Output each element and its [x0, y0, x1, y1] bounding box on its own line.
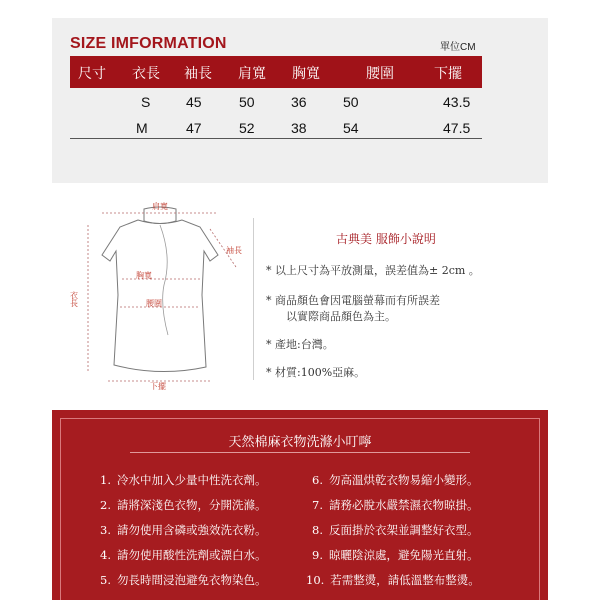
garment-outline: [102, 220, 218, 372]
col-length: 衣長: [132, 66, 160, 82]
col-sleeve: 袖長: [184, 66, 212, 82]
list-item: 3. 請勿使用含磷或強效洗衣粉。: [100, 523, 267, 537]
cell-length: 47: [186, 120, 202, 136]
cell-chest: 50: [343, 94, 359, 110]
list-item: 6. 勿高溫烘乾衣物易縮小變形。: [312, 473, 479, 487]
cell-sleeve: 50: [239, 94, 255, 110]
label-hem: 下擺: [150, 382, 166, 391]
cell-shoulder: 36: [291, 94, 307, 110]
list-item: 7. 請務必脫水嚴禁濕衣物晾掛。: [312, 498, 479, 512]
note-item: * 產地:台灣。: [266, 338, 334, 351]
cell-size: S: [141, 94, 151, 110]
col-waist: 腰圍: [366, 66, 394, 82]
note-item: * 材質:100%亞麻。: [266, 366, 366, 379]
list-item: 10. 若需整燙，請低溫整布整燙。: [306, 573, 480, 587]
cell-shoulder: 38: [291, 120, 307, 136]
title-underline: [130, 452, 470, 453]
size-table-header: [70, 56, 482, 88]
cell-size: M: [136, 120, 148, 136]
washing-tips-title: 天然棉麻衣物洗滌小叮嚀: [228, 435, 372, 450]
placket: [160, 225, 168, 335]
cell-length: 45: [186, 94, 202, 110]
col-hem: 下擺: [434, 66, 462, 82]
size-table-title: SIZE IMFORMATION: [70, 35, 227, 52]
label-length: 衣長: [69, 291, 79, 307]
cell-hem: 43.5: [443, 94, 471, 110]
cell-sleeve: 52: [239, 120, 255, 136]
label-shoulder: 肩寬: [152, 202, 168, 211]
col-size: 尺寸: [78, 66, 106, 82]
unit-label: 單位CM: [440, 42, 476, 53]
list-item: 4. 請勿使用酸性洗劑或漂白水。: [100, 548, 267, 562]
cell-hem: 47.5: [443, 120, 471, 136]
list-item: 5. 勿長時間浸泡避免衣物染色。: [100, 573, 267, 587]
col-chest: 胸寬: [292, 66, 320, 82]
cell-chest: 54: [343, 120, 359, 136]
table-bottom-rule: [70, 138, 482, 139]
list-item: 9. 晾曬陰涼處，避免陽光直射。: [312, 548, 479, 562]
list-item: 1. 冷水中加入少量中性洗衣劑。: [100, 473, 267, 487]
list-item: 2. 請將深淺色衣物，分開洗滌。: [100, 498, 267, 512]
divider: [253, 218, 254, 380]
note-item: * 商品顏色會因電腦螢幕而有所誤差: [266, 294, 440, 307]
list-item: 8. 反面掛於衣架並調整好衣型。: [312, 523, 479, 537]
label-waist: 腰圍: [146, 299, 162, 308]
label-sleeve: 袖長: [226, 246, 242, 255]
col-shoulder: 肩寬: [238, 66, 266, 82]
note-item: * 以上尺寸為平放測量，誤差值為± 2cm 。: [266, 264, 480, 277]
label-chest: 胸寬: [136, 271, 152, 280]
note-item: 以實際商品顏色為主。: [286, 310, 396, 323]
notes-title: 古典美 服飾小說明: [336, 232, 436, 246]
garment-measurement-diagram: [60, 195, 260, 410]
